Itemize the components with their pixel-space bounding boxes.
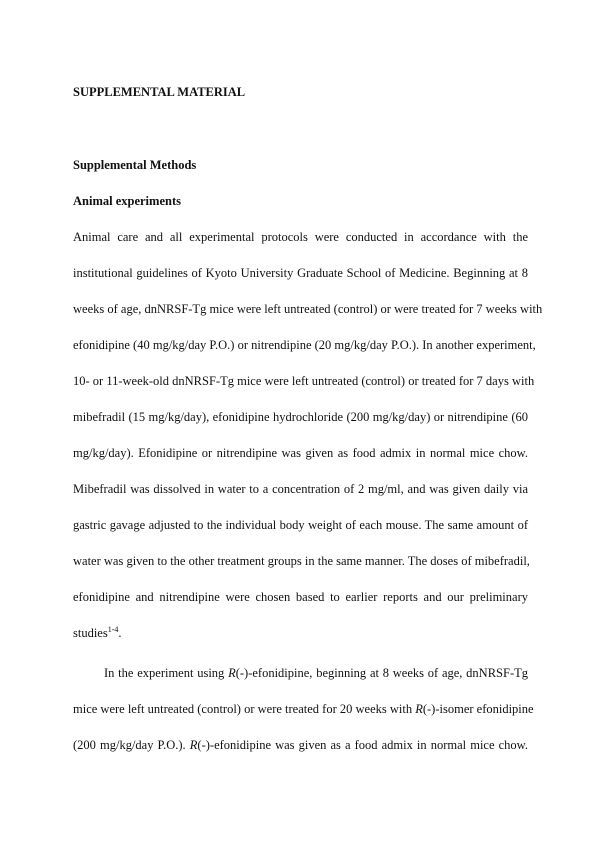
paragraph2-line3-italic: R [189,738,198,752]
paragraph1-line-5: 10- or 11-week-old dnNRSF-Tg mice were left untreated (control) or treated for 7 days with [73,374,535,388]
paragraph1-line-6: mibefradil (15 mg/kg/day), efonidipine hydrochloride (200 mg/kg/day) or nitrendipine (60 [73,410,528,424]
paragraph2-line-1 [104,665,528,681]
subsection-heading: Animal experiments [73,194,181,208]
paragraph1-line-12 [73,625,528,641]
paragraph1-line-3: weeks of age, dnNRSF-Tg mice were left untreated (control) or were treated for 7 weeks with [73,302,543,316]
paragraph1-line-9: gastric gavage adjusted to the individual body weight of each mouse. The same amount of [73,518,528,532]
paragraph1-line-8: Mibefradil was dissolved in water to a concentration of 2 mg/ml, and was given daily via [73,482,528,496]
paragraph2-line2-part-b: (-)-isomer efonidipine [422,702,534,716]
section-heading: Supplemental Methods [73,158,197,172]
paragraph1-line-1: Animal care and all experimental protocols were conducted in accordance with the [73,230,528,244]
reference-superscript: 1-4 [107,624,119,634]
paragraph2-line-2 [73,701,534,717]
paragraph2-line2-part-a: mice were left untreated (control) or were treated for 20 weeks with [73,702,416,716]
paragraph1-line-11: efonidipine and nitrendipine were chosen based to earlier reports and our preliminary [73,590,528,604]
document-title: SUPPLEMENTAL MATERIAL [73,85,246,99]
paragraph2-line1-part-b: (-)-efonidipine, beginning at 8 weeks of age, dnNRSF-Tg [235,666,529,680]
paragraph1-last-period: . [118,626,122,640]
paragraph1-line-4: efonidipine (40 mg/kg/day P.O.) or nitrendipine (20 mg/kg/day P.O.). In another experiment, [73,338,536,352]
paragraph1-line-2: institutional guidelines of Kyoto University Graduate School of Medicine. Beginning at 8 [73,266,528,280]
paragraph2-line1-italic: R [228,666,236,680]
paragraph2-line3-part-b: (-)-efonidipine was given as a food admix in normal mice chow. [197,738,529,752]
paragraph2-line2-italic: R [415,702,423,716]
paragraph2-line-3 [73,737,528,753]
paragraph1-line-10: water was given to the other treatment groups in the same manner. The doses of mibefradil, [73,554,530,568]
paragraph2-line1-part-a: In the experiment using [104,666,229,680]
paragraph2-line3-part-a: (200 mg/kg/day P.O.). [73,738,190,752]
paragraph1-last-text: studies [73,626,108,640]
paragraph1-line-7: mg/kg/day). Efonidipine or nitrendipine was given as food admix in normal mice chow. [73,446,528,460]
